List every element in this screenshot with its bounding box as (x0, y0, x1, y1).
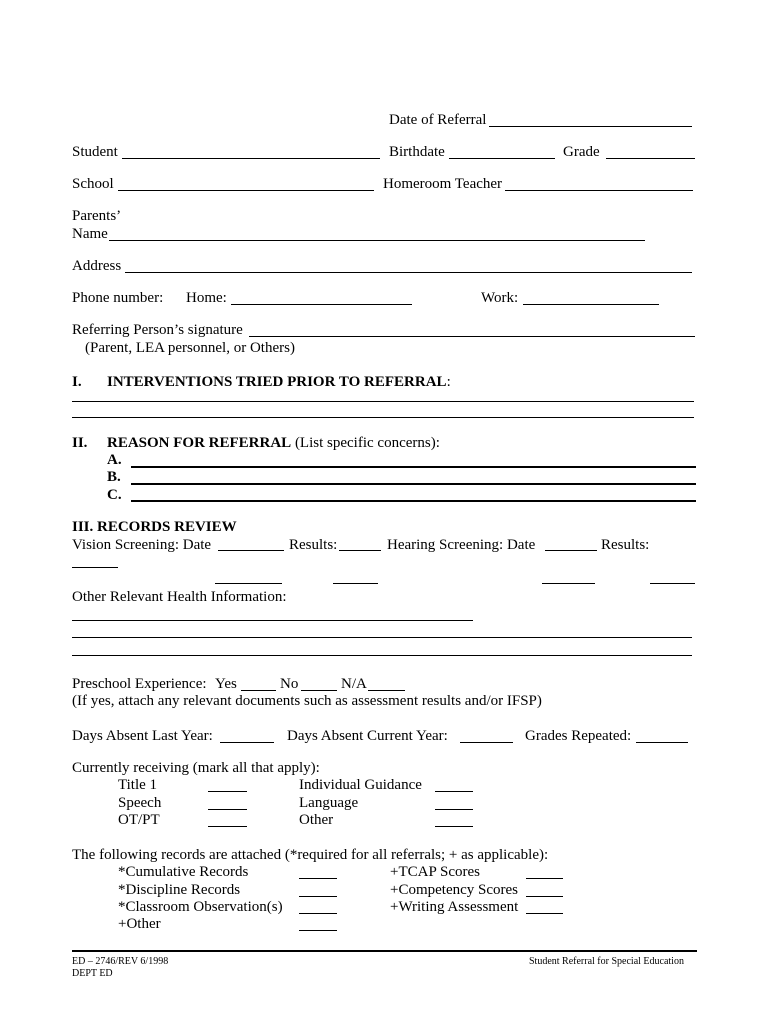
hearing-date-field[interactable] (545, 550, 597, 551)
parents-name-field[interactable] (109, 240, 645, 241)
days-absent-current-field[interactable] (460, 742, 513, 743)
grade-field[interactable] (606, 158, 695, 159)
section2-number: II. (72, 435, 88, 451)
other-record-field[interactable] (299, 930, 337, 931)
language-field[interactable] (435, 809, 473, 810)
preschool-yes-field[interactable] (241, 690, 276, 691)
homeroom-teacher-label: Homeroom Teacher (383, 176, 503, 192)
section1-title: INTERVENTIONS TRIED PRIOR TO REFERRAL (107, 374, 447, 390)
date-of-referral-field[interactable] (489, 126, 692, 127)
hearing-date-field-2[interactable] (542, 583, 595, 584)
days-absent-last-field[interactable] (220, 742, 274, 743)
competency-scores-field[interactable] (526, 896, 563, 897)
home-phone-field[interactable] (231, 304, 412, 305)
preschool-na-label: N/A (341, 676, 367, 692)
interventions-line-1[interactable] (72, 401, 694, 402)
other-record-label: +Other (118, 916, 161, 932)
vision-date-field-2[interactable] (215, 583, 282, 584)
vision-date-label: Vision Screening: Date (72, 537, 212, 553)
referring-signature-field[interactable] (249, 336, 695, 337)
other-health-line-3[interactable] (72, 655, 692, 656)
school-field[interactable] (118, 190, 374, 191)
birthdate-field[interactable] (449, 158, 555, 159)
preschool-label: Preschool Experience: (72, 676, 207, 692)
grade-label: Grade (563, 144, 600, 160)
interventions-line-2[interactable] (72, 417, 694, 418)
preschool-na-field[interactable] (368, 690, 405, 691)
section3-title: III. RECORDS REVIEW (72, 519, 237, 535)
records-attached-label: The following records are attached (*required for all referrals; + as applicable): (72, 847, 549, 863)
competency-scores-label: +Competency Scores (390, 882, 519, 898)
form-title: Student Referral for Special Education (529, 956, 684, 967)
phone-number-label: Phone number: (72, 290, 164, 306)
concern-a-label: A. (107, 452, 122, 468)
hearing-date-label: Hearing Screening: Date (387, 537, 536, 553)
other-health-label: Other Relevant Health Information: (72, 589, 287, 605)
preschool-no-field[interactable] (301, 690, 337, 691)
signature-note: (Parent, LEA personnel, or Others) (85, 340, 295, 356)
vision-date-field[interactable] (218, 550, 284, 551)
grades-repeated-label: Grades Repeated: (525, 728, 632, 744)
section1-colon: : (446, 374, 451, 390)
grades-repeated-field[interactable] (636, 742, 688, 743)
days-absent-last-label: Days Absent Last Year: (72, 728, 213, 744)
home-phone-label: Home: (186, 290, 227, 306)
address-field[interactable] (125, 272, 692, 273)
vision-results-field[interactable] (339, 550, 381, 551)
language-label: Language (299, 795, 359, 811)
speech-field[interactable] (208, 809, 247, 810)
hearing-results-label: Results: (601, 537, 650, 553)
individual-guidance-field[interactable] (435, 791, 473, 792)
concern-b-field[interactable] (131, 483, 696, 485)
preschool-no-label: No (280, 676, 299, 692)
concern-c-label: C. (107, 487, 122, 503)
other-service-field[interactable] (435, 826, 473, 827)
name-label: Name (72, 226, 108, 242)
work-phone-field[interactable] (523, 304, 659, 305)
cumulative-records-label: *Cumulative Records (118, 864, 249, 880)
parents-label: Parents’ (72, 208, 122, 224)
title1-field[interactable] (208, 791, 247, 792)
speech-label: Speech (118, 795, 162, 811)
school-label: School (72, 176, 114, 192)
footer-rule (72, 950, 697, 952)
section1-number: I. (72, 374, 82, 390)
tcap-scores-field[interactable] (526, 878, 563, 879)
writing-assessment-label: +Writing Assessment (390, 899, 519, 915)
vision-results-label: Results: (289, 537, 338, 553)
discipline-records-label: *Discipline Records (118, 882, 241, 898)
section2-subtitle: (List specific concerns): (294, 435, 440, 451)
other-service-label: Other (299, 812, 334, 828)
student-label: Student (72, 144, 118, 160)
otpt-label: OT/PT (118, 812, 160, 828)
other-health-line-1[interactable] (72, 620, 473, 621)
concern-a-field[interactable] (131, 466, 696, 468)
work-phone-label: Work: (481, 290, 519, 306)
title1-label: Title 1 (118, 777, 158, 793)
concern-b-label: B. (107, 469, 121, 485)
classroom-observation-label: *Classroom Observation(s) (118, 899, 283, 915)
date-of-referral-label: Date of Referral (389, 112, 487, 128)
dept-label: DEPT ED (72, 968, 113, 979)
other-health-line-2[interactable] (72, 637, 692, 638)
hearing-results-field-2[interactable] (650, 583, 695, 584)
otpt-field[interactable] (208, 826, 247, 827)
hearing-results-field[interactable] (72, 567, 118, 568)
section1-heading (107, 374, 451, 391)
homeroom-teacher-field[interactable] (505, 190, 693, 191)
referring-signature-label: Referring Person’s signature (72, 322, 243, 338)
discipline-records-field[interactable] (299, 896, 337, 897)
vision-results-field-2[interactable] (333, 583, 378, 584)
currently-receiving-label: Currently receiving (mark all that apply): (72, 760, 320, 776)
writing-assessment-field[interactable] (526, 913, 563, 914)
preschool-note: (If yes, attach any relevant documents such as assessment results and/or IFSP) (72, 693, 542, 709)
cumulative-records-field[interactable] (299, 878, 337, 879)
days-absent-current-label: Days Absent Current Year: (287, 728, 448, 744)
preschool-yes-label: Yes (215, 676, 237, 692)
form-id: ED – 2746/REV 6/1998 (72, 956, 169, 967)
birthdate-label: Birthdate (389, 144, 445, 160)
tcap-scores-label: +TCAP Scores (390, 864, 480, 880)
student-name-field[interactable] (122, 158, 380, 159)
individual-guidance-label: Individual Guidance (299, 777, 422, 793)
section2-title: REASON FOR REFERRAL (107, 435, 292, 451)
classroom-observation-field[interactable] (299, 913, 337, 914)
concern-c-field[interactable] (131, 500, 696, 502)
section2-heading (107, 435, 440, 452)
address-label: Address (72, 258, 122, 274)
